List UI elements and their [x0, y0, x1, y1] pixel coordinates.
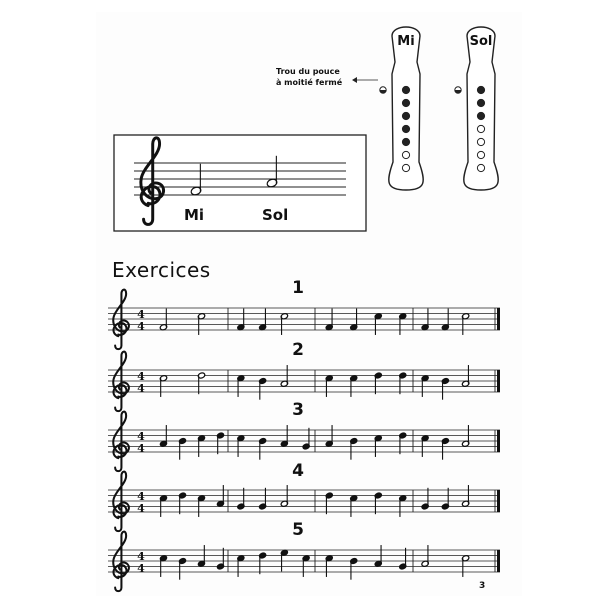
exercise-5-time-sig-top: 4: [137, 550, 145, 563]
exercise-number-3: 3: [292, 400, 304, 420]
section-title: Exercices: [112, 258, 211, 282]
exercise-3-time-sig-top: 4: [137, 430, 145, 443]
recorder-label-mi: Mi: [397, 34, 415, 49]
recorder-sol-hole-1: [477, 86, 484, 93]
exercise-2-time-sig-bottom: 4: [137, 382, 145, 395]
recorder-sol-hole-3: [477, 112, 484, 119]
exercise-number-4: 4: [292, 461, 304, 481]
exercise-number-1: 1: [292, 278, 304, 298]
recorder-mi-hole-7: [402, 164, 409, 171]
recorder-sol-hole-5: [477, 138, 484, 145]
thumb-note-line1: Trou du pouce: [276, 67, 340, 76]
exercise-2-time-sig-top: 4: [137, 370, 145, 383]
recorder-mi-hole-3: [402, 112, 409, 119]
exercise-3-time-sig-bottom: 4: [137, 442, 145, 455]
exercise-1-time-sig-top: 4: [137, 308, 145, 321]
recorder-sol-hole-4: [477, 125, 484, 132]
exercise-1-time-sig-bottom: 4: [137, 320, 145, 333]
recorder-mi-hole-5: [402, 138, 409, 145]
thumb-note-line2: à moitié fermé: [276, 78, 343, 87]
recorder-sol-hole-2: [477, 99, 484, 106]
recorder-label-sol: Sol: [469, 34, 493, 49]
recorder-mi-hole-1: [402, 86, 409, 93]
exercise-4-time-sig-top: 4: [137, 490, 145, 503]
recorder-mi-hole-4: [402, 125, 409, 132]
thumb-hole-note: [276, 66, 356, 88]
example-note-name-mi: Mi: [184, 206, 205, 224]
recorder-mi-hole-6: [402, 151, 409, 158]
exercise-number-2: 2: [292, 340, 304, 360]
recorder-sol-hole-7: [477, 164, 484, 171]
recorder-mi-hole-2: [402, 99, 409, 106]
exercise-number-5: 5: [292, 520, 304, 540]
exercise-5-time-sig-bottom: 4: [137, 562, 145, 575]
page-number: 3: [479, 581, 486, 591]
example-note-name-sol: Sol: [262, 206, 289, 224]
recorder-sol-hole-6: [477, 151, 484, 158]
exercise-4-time-sig-bottom: 4: [137, 502, 145, 515]
